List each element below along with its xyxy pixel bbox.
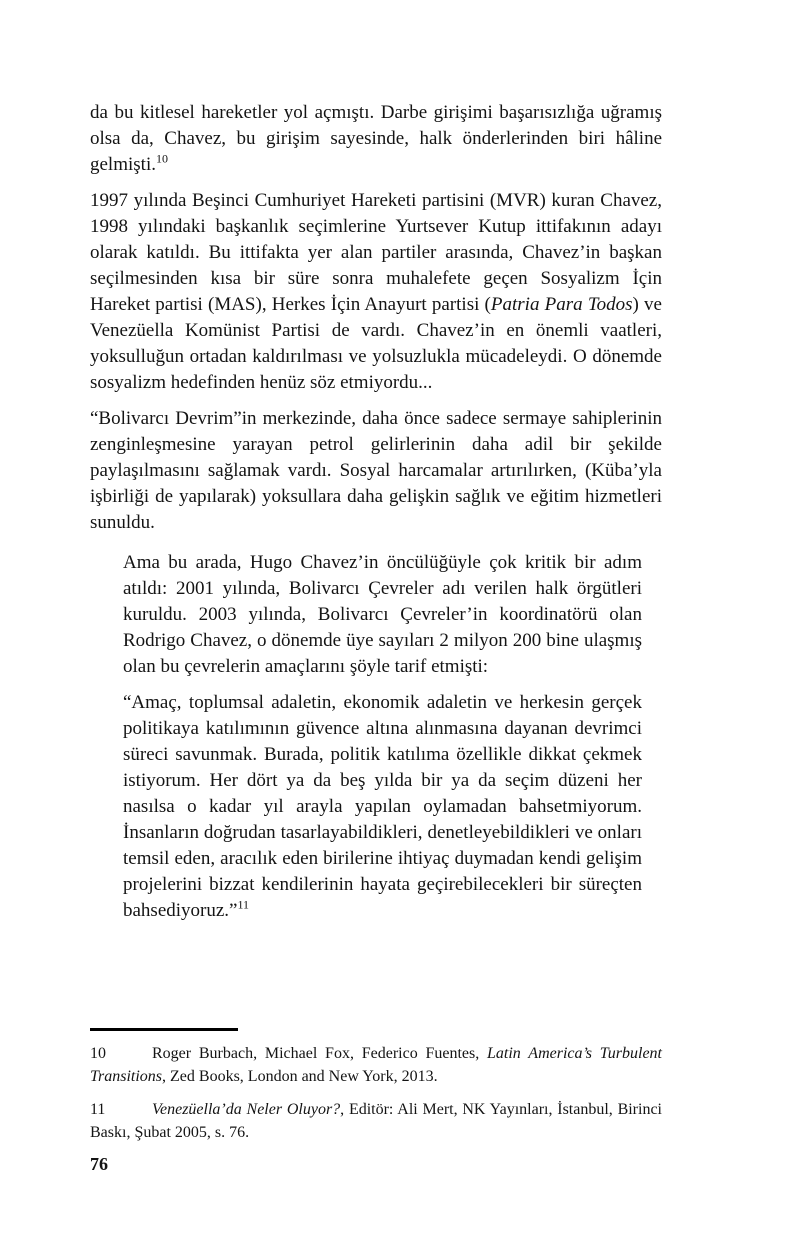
footnote-ref-10: 10 — [155, 151, 168, 166]
footnote-separator-rule — [90, 1028, 238, 1031]
footnote-10-run1: Roger Burbach, Michael Fox, Federico Fuentes, — [152, 1045, 488, 1062]
block-quote-2-text: “Amaç, toplumsal adaletin, ekonomik adaletin ve herkesin gerçek politikaya katılımının güvence altına alınmasına dayanan devrimci süreci savunmak. Burada, politik katılıma özellikle dikkat çekmek istiyorum. Her dört ya da beş yılda bir ya da seçim düzeni her nasılsa o kadar yıl arayla yapılan oylamadan bahsetmiyorum. İnsanların doğrudan tasarlayabildikleri, denetleyebildikleri ve onları temsil eden, aracılık eden birilerine ihtiyaç duymadan kendi gelişim projelerini bizzat kendilerinin hayata geçirebilecekleri bir süreçten bahsediyoruz.” — [123, 692, 642, 921]
paragraph-3-text: “Bolivarcı Devrim”in merkezinde, daha önce sadece sermaye sahiplerinin zenginleşmesine yarayan petrol gelirlerinin daha adil bir şekilde paylaşılmasını sağlamak vardı. Sosyal harcamalar artırılırken, (Küba’yla işbirliği de yapılarak) yoksullara daha gelişkin sağlık ve eğitim hizmetleri sunuldu. — [90, 408, 662, 533]
paragraph-3 — [90, 406, 662, 536]
paragraph-1 — [90, 100, 662, 178]
block-quote-1 — [123, 550, 642, 680]
footnote-ref-11: 11 — [237, 897, 250, 912]
block-quote-2 — [123, 690, 642, 924]
footnote-10-number: 10 — [90, 1045, 106, 1062]
footnotes-section — [90, 1028, 662, 1154]
paragraph-2-run1: 1997 yılında Beşinci Cumhuriyet Hareketi partisini (MVR) kuran Chavez, 1998 yılındaki başkanlık seçimlerine Yurtsever Kutup ittifakının adayı olarak katıldı. Bu ittifakta yer alan partiler arasında, Chavez’in başkan seçilmesinden kısa bir süre sonra muhalefete geçen Sosyalizm İçin Hareket partisi (MAS), Herkes İçin Anayurt partisi ( — [90, 190, 662, 315]
footnote-10-run2: , Zed Books, London and New York, 2013. — [162, 1068, 438, 1085]
paragraph-2-italic: Patria Para Todos — [490, 294, 633, 315]
block-quote-1-text: Ama bu arada, Hugo Chavez’in öncülüğüyle çok kritik bir adım atıldı: 2001 yılında, Bolivarcı Çevreler adı verilen halk örgütleri kuruldu. 2003 yılında, Bolivarcı Çevreler’in koordinatörü olan Rodrigo Chavez, o dönemde üye sayıları 2 milyon 200 bine ulaşmış olan bu çevrelerin amaçlarını şöyle tarif etmişti: — [123, 552, 642, 677]
footnote-11-italic: Venezüella’da Neler Oluyor? — [152, 1101, 341, 1118]
paragraph-1-text: da bu kitlesel hareketler yol açmıştı. Darbe girişimi başarısızlığa uğramış olsa da, Chavez, bu girişim sayesinde, halk önderlerinden biri hâline gelmişti. — [90, 102, 662, 175]
footnote-10-italic: Latin America’s Turbulent Transitions — [90, 1045, 662, 1085]
paragraph-2 — [90, 188, 662, 396]
footnote-11-number: 11 — [90, 1101, 106, 1118]
footnote-11-run1: , Editör: Ali Mert, NK Yayınları, İstanbul, Birinci Baskı, Şubat 2005, s. 76. — [90, 1101, 663, 1141]
footnote-10 — [90, 1042, 662, 1088]
text-block — [90, 100, 662, 934]
page-number: 76 — [90, 1154, 108, 1174]
paragraph-2-run2: ) ve Venezüella Komünist Partisi de vardı. Chavez’in en önemli vaatleri, yoksulluğun ortadan kaldırılması ve yolsuzlukla mücadeleydi. O dönemde sosyalizm hedefinden henüz söz etmiyordu... — [90, 294, 662, 393]
footnote-11 — [90, 1098, 662, 1144]
